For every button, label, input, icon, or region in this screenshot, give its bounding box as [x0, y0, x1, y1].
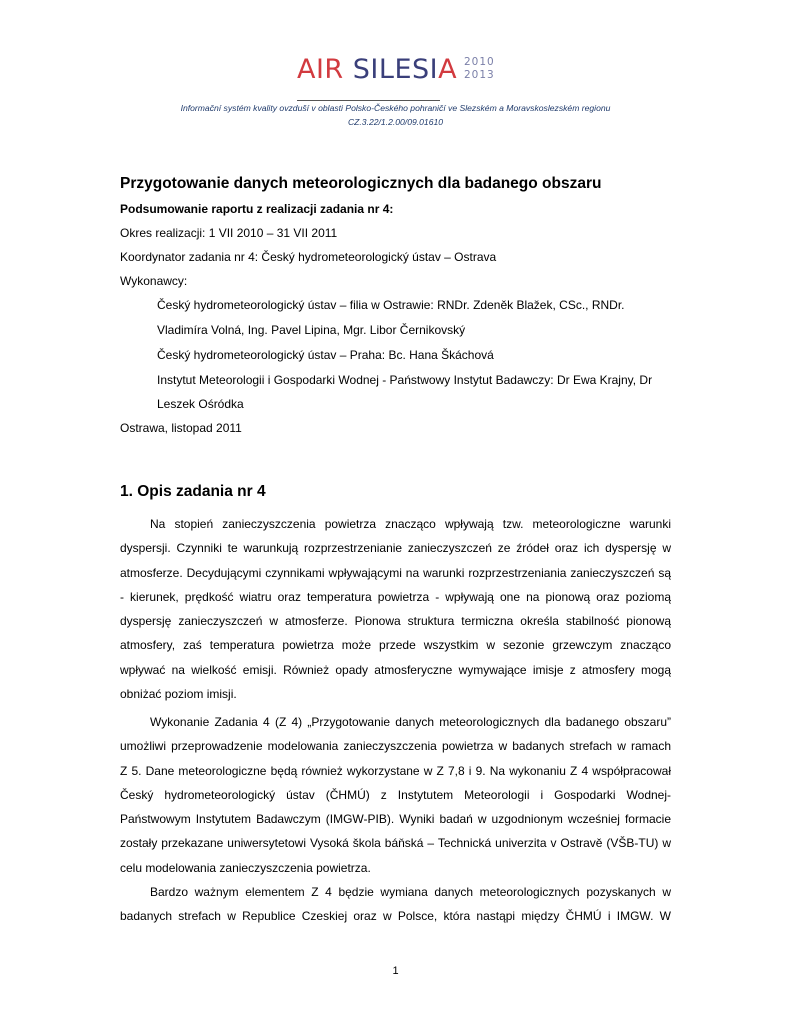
text-line: wpływać na wielkość emisji. Również opady atmosferyczne wymywające imisje z atmosfery mogą	[120, 662, 671, 677]
text-line: Bardzo ważnym elementem Z 4 będzie wymiana danych meteorologicznych pozyskanych w	[150, 885, 671, 899]
header-divider	[297, 100, 440, 101]
page-number: 1	[392, 965, 399, 977]
summary-heading: Podsumowanie raportu z realizacji zadania nr 4:	[120, 202, 394, 216]
logo-prefix: AIR	[297, 54, 344, 85]
executors-label: Wykonawcy:	[120, 274, 188, 288]
text-line: badanych strefach w Republice Czeskiej oraz w Polsce, która nastąpi między ČHMÚ i IMGW. W	[120, 909, 671, 924]
executor-line: Instytut Meteorologii i Gospodarki Wodnej - Państwowy Instytut Badawczy: Dr Ewa Krajny, Dr	[157, 373, 653, 387]
text-line: atmosferze. Decydującymi czynnikami wpływającymi na warunki rozprzestrzeniania zanieczyszczeń są	[120, 565, 671, 580]
task-coordinator: Koordynator zadania nr 4: Český hydrometeorologický ústav – Ostrava	[120, 250, 497, 264]
text-line: Wykonanie Zadania 4 (Z 4) „Przygotowanie danych meteorologicznych dla badanego obszaru”	[150, 715, 671, 729]
text-line: Na stopień zanieczyszczenia powietrza znacząco wpływają tzw. meteorologiczne warunki	[150, 517, 671, 531]
document-title: Przygotowanie danych meteorologicznych dla badanego obszaru	[120, 175, 602, 192]
executor-line: Leszek Ośródka	[157, 397, 244, 411]
paragraph-1	[120, 512, 671, 706]
header-project-code: CZ.3.22/1.2.00/09.01610	[347, 117, 444, 127]
text-line: celu modelowania zanieczyszczenia powietrza.	[120, 860, 371, 875]
logo-suffix: A	[438, 54, 458, 85]
text-line: Český hydrometeorologický ústav (ČHMÚ) z Instytutem Meteorologii i Gospodarki Wodnej-	[120, 787, 671, 802]
section-heading: 1. Opis zadania nr 4	[120, 483, 266, 500]
text-line: dyspersję zanieczyszczeń w atmosferze. Pionowa struktura termiczna określa stabilność pionową	[120, 614, 671, 629]
air-silesia-logo	[297, 50, 497, 90]
realization-period: Okres realizacji: 1 VII 2010 – 31 VII 2011	[120, 226, 338, 240]
text-line: - kierunek, prędkość wiatru oraz temperatura powietrza - wpływają one na pionową oraz poziomą	[120, 589, 671, 604]
header-subtitle: Informační systém kvality ovzduší v oblasti Polsko-Českého pohraničí ve Slezském a Moravskoslezském regionu	[180, 103, 611, 113]
executor-line: Český hydrometeorologický ústav – filia w Ostrawie: RNDr. Zdeněk Blažek, CSc., RNDr.	[157, 298, 625, 312]
text-line: zostały przekazane uniwersytetowi Vysoká škola báňská – Technická univerzita v Ostravě (VŠB-TU) w	[120, 836, 671, 851]
executor-line: Vladimíra Volná, Ing. Pavel Lipina, Mgr. Libor Černikovský	[157, 323, 466, 337]
paragraph-3	[120, 880, 671, 929]
text-line: Z 5. Dane meteorologiczne będą również wykorzystane w Z 7,8 i 9. Na wykonaniu Z 4 współpracował	[120, 763, 671, 778]
text-line: dyspersji. Czynniki te warunkują rozprzestrzenianie zanieczyszczeń ze źródeł oraz ich dyspersję w	[120, 541, 671, 556]
text-line: obniżać poziom imisji.	[120, 687, 237, 702]
logo-years	[464, 56, 495, 82]
text-line: Państwowym Instytutem Badawczym (IMGW-PIB). Wyniki badań w uzgodnionym wcześniej formacie	[120, 812, 671, 827]
place-and-date: Ostrawa, listopad 2011	[120, 421, 242, 435]
text-line: atmosfery, zaś temperatura powietrza może przede wszystkim w sezonie grzewczym znacząco	[120, 638, 671, 653]
text-line: umożliwi przeprowadzenie modelowania zanieczyszczenia powietrza w badanych strefach w ramach	[120, 739, 671, 754]
logo-year-bottom: 2013	[464, 69, 495, 81]
logo-main: SILESI	[352, 54, 439, 85]
paragraph-2	[120, 710, 671, 880]
executor-line: Český hydrometeorologický ústav – Praha: Bc. Hana Škáchová	[157, 348, 494, 362]
logo-year-top: 2010	[464, 56, 495, 68]
